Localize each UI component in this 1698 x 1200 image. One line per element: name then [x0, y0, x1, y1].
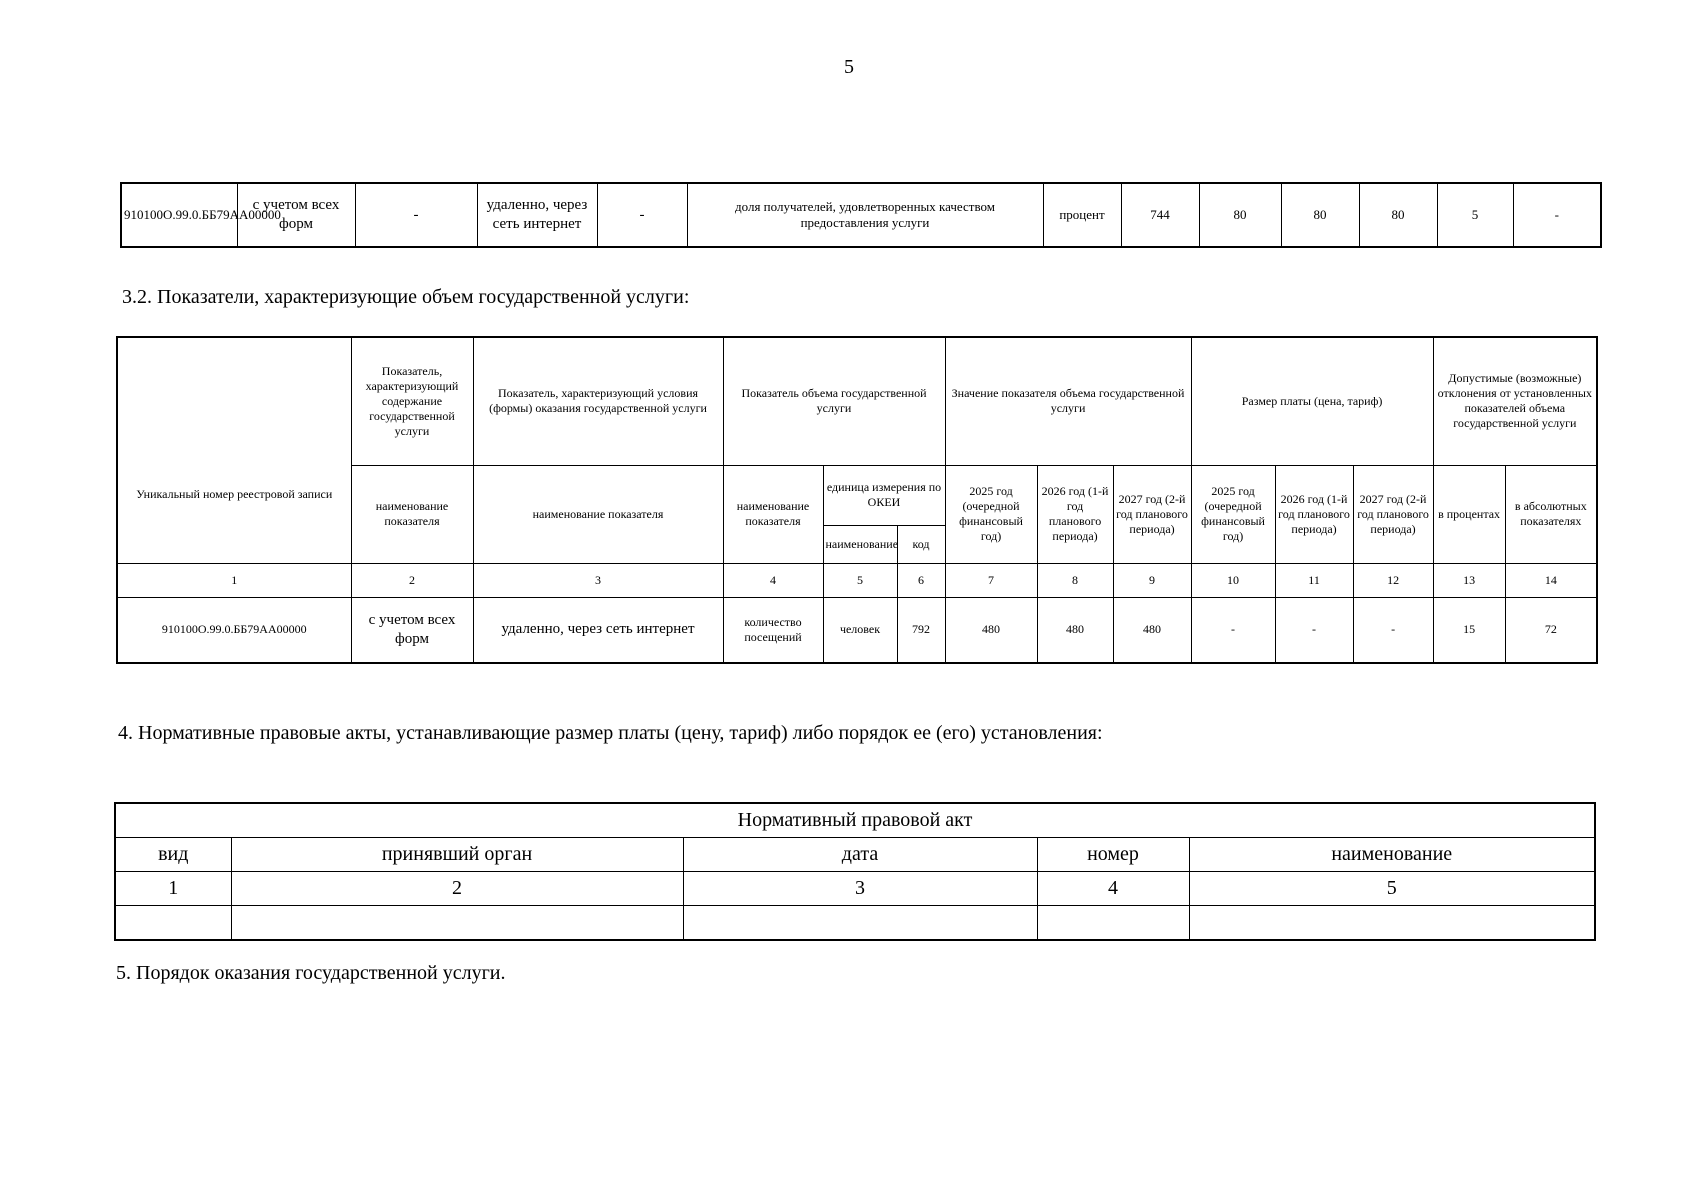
volume-name-header: наименование показателя [723, 465, 823, 563]
section-4-heading: 4. Нормативные правовые акты, устанавливающие размер платы (цену, тариф) либо порядок ее (его) установления: [118, 722, 1103, 744]
content-cell-2: - [355, 183, 477, 247]
in-absolute-header: в абсолютных показателях [1505, 465, 1597, 563]
type-header: вид [115, 838, 231, 872]
content-cell: с учетом всех форм [351, 597, 473, 663]
indicator-name-cell: количество посещений [723, 597, 823, 663]
year-2026-header: 2026 год (1-й год планового периода) [1037, 465, 1113, 563]
deviation-absolute-cell: 72 [1505, 597, 1597, 663]
column-number: 1 [115, 872, 231, 906]
okei-unit-header: единица измерения по ОКЕИ [823, 465, 945, 525]
name-header: наименование [1189, 838, 1595, 872]
fee-2025-header: 2025 год (очередной финансовый год) [1191, 465, 1275, 563]
page-number: 5 [844, 56, 854, 78]
column-number: 3 [683, 872, 1037, 906]
table-row [117, 597, 1597, 663]
column-number: 1 [117, 563, 351, 597]
column-number-row [117, 563, 1597, 597]
header-row [115, 803, 1595, 838]
section-3-2-heading: 3.2. Показатели, характеризующие объем государственной услуги: [122, 286, 690, 308]
date-header: дата [683, 838, 1037, 872]
value-2025-cell: 80 [1199, 183, 1281, 247]
unit-name-cell: человек [823, 597, 897, 663]
indicator-name-cell: доля получателей, удовлетворенных качеством предоставления услуги [687, 183, 1043, 247]
okei-name-header: наименование [823, 525, 897, 563]
year-2025-header: 2025 год (очередной финансовый год) [945, 465, 1037, 563]
conditions-indicator-header: Показатель, характеризующий условия (формы) оказания государственной услуги [473, 337, 723, 465]
quality-indicators-table [120, 182, 1602, 248]
empty-cell [231, 906, 683, 941]
content-indicator-header: Показатель, характеризующий содержание государственной услуги [351, 337, 473, 465]
condition-cell: удаленно, через сеть интернет [473, 597, 723, 663]
column-number: 5 [1189, 872, 1595, 906]
unit-name-cell: процент [1043, 183, 1121, 247]
value-2026-cell: 480 [1037, 597, 1113, 663]
year-2027-header: 2027 год (2-й год планового периода) [1113, 465, 1191, 563]
fee-2025-cell: - [1191, 597, 1275, 663]
okei-code-header: код [897, 525, 945, 563]
column-number: 3 [473, 563, 723, 597]
column-number: 9 [1113, 563, 1191, 597]
column-number: 7 [945, 563, 1037, 597]
header-row [117, 337, 1597, 465]
fee-2026-header: 2026 год (1-й год планового периода) [1275, 465, 1353, 563]
column-number: 2 [351, 563, 473, 597]
value-2027-cell: 80 [1359, 183, 1437, 247]
table-row [121, 183, 1601, 247]
value-2027-cell: 480 [1113, 597, 1191, 663]
empty-cell [115, 906, 231, 941]
value-2026-cell: 80 [1281, 183, 1359, 247]
column-number: 5 [823, 563, 897, 597]
content-name-header: наименование показателя [351, 465, 473, 563]
deviations-header: Допустимые (возможные) отклонения от установленных показателей объема государственной услуги [1433, 337, 1597, 465]
column-number: 8 [1037, 563, 1113, 597]
number-header: номер [1037, 838, 1189, 872]
registry-number-cell: 910100О.99.0.ББ79АА00000 [121, 183, 237, 247]
condition-cell-2: - [597, 183, 687, 247]
volume-value-header: Значение показателя объема государственной услуги [945, 337, 1191, 465]
empty-row [115, 906, 1595, 941]
issuing-body-header: принявший орган [231, 838, 683, 872]
conditions-name-header: наименование показателя [473, 465, 723, 563]
deviation-percent-cell: 5 [1437, 183, 1513, 247]
fee-2026-cell: - [1275, 597, 1353, 663]
column-number: 13 [1433, 563, 1505, 597]
value-2025-cell: 480 [945, 597, 1037, 663]
column-number: 12 [1353, 563, 1433, 597]
unit-code-cell: 792 [897, 597, 945, 663]
unit-code-cell: 744 [1121, 183, 1199, 247]
deviation-percent-cell: 15 [1433, 597, 1505, 663]
column-number: 4 [1037, 872, 1189, 906]
volume-indicator-header: Показатель объема государственной услуги [723, 337, 945, 465]
empty-cell [1189, 906, 1595, 941]
section-5-heading: 5. Порядок оказания государственной услуги. [116, 962, 506, 984]
column-number: 11 [1275, 563, 1353, 597]
content-cell: с учетом всех форм [237, 183, 355, 247]
volume-indicators-table [116, 336, 1598, 664]
registry-number-cell: 910100О.99.0.ББ79АА00000 [117, 597, 351, 663]
fee-2027-header: 2027 год (2-й год планового периода) [1353, 465, 1433, 563]
column-number: 2 [231, 872, 683, 906]
fee-2027-cell: - [1353, 597, 1433, 663]
legal-acts-table [114, 802, 1596, 941]
column-number: 6 [897, 563, 945, 597]
fee-header: Размер платы (цена, тариф) [1191, 337, 1433, 465]
empty-cell [1037, 906, 1189, 941]
deviation-absolute-cell: - [1513, 183, 1601, 247]
column-number: 4 [723, 563, 823, 597]
legal-act-title: Нормативный правовой акт [115, 803, 1595, 838]
column-number-row [115, 872, 1595, 906]
column-number: 14 [1505, 563, 1597, 597]
condition-cell: удаленно, через сеть интернет [477, 183, 597, 247]
empty-cell [683, 906, 1037, 941]
header-row [115, 838, 1595, 872]
in-percent-header: в процентах [1433, 465, 1505, 563]
column-number: 10 [1191, 563, 1275, 597]
unique-number-header: Уникальный номер реестровой записи [117, 337, 351, 563]
